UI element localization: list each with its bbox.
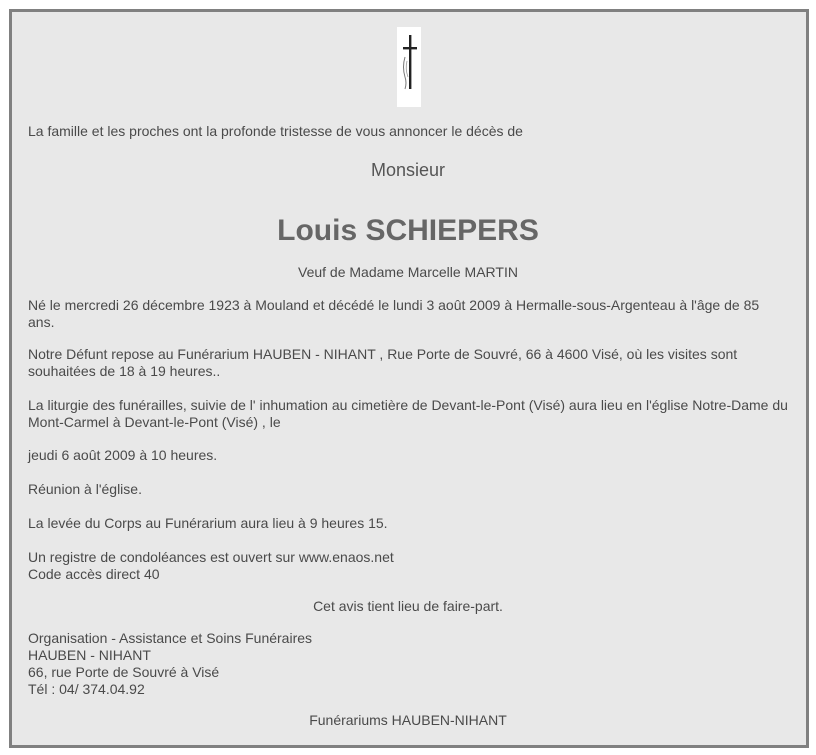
org-line-4: Tél : 04/ 374.04.92 — [28, 681, 145, 697]
ceremony-date: jeudi 6 août 2009 à 10 heures. — [28, 447, 218, 463]
liturgy-text: La liturgie des funérailles, suivie de l' inhumation au cimetière de Devant-le-Pont (Visé) aura lieu en l'église Notre-Dame du Mont-Carmel à Devant-le-Pont (Visé) , le — [28, 397, 788, 430]
footer-text: Funérariums HAUBEN-NIHANT — [309, 712, 507, 728]
org-line-3: 66, rue Porte de Souvré à Visé — [28, 664, 220, 680]
registry-line-2: Code accès direct 40 — [28, 566, 160, 582]
cross-emblem — [397, 27, 421, 107]
meeting-text: Réunion à l'église. — [28, 481, 142, 497]
honorific: Monsieur — [370, 160, 446, 180]
cross-icon — [397, 27, 421, 107]
deceased-name: Louis SCHIEPERS — [277, 214, 539, 247]
death-notice-card — [9, 9, 809, 748]
repose-text: Notre Défunt repose au Funérarium HAUBEN - NIHANT , Rue Porte de Souvré, 66 à 4600 Visé, où les visites sont souhaitées de 18 à 19 heures.. — [28, 346, 738, 379]
intro-text: La famille et les proches ont la profonde tristesse de vous annoncer le décès de — [28, 123, 523, 139]
org-line-2: HAUBEN - NIHANT — [28, 647, 151, 663]
notice-text: Cet avis tient lieu de faire-part. — [313, 598, 503, 614]
levee-text: La levée du Corps au Funérarium aura lieu à 9 heures 15. — [28, 515, 388, 531]
birth-death-text: Né le mercredi 26 décembre 1923 à Mouland et décédé le lundi 3 août 2009 à Hermalle-sous-Argenteau à l'âge de 85 ans. — [28, 297, 760, 330]
org-line-1: Organisation - Assistance et Soins Funéraires — [28, 630, 313, 646]
registry-line-1: Un registre de condoléances est ouvert sur www.enaos.net — [28, 549, 394, 565]
spouse-line: Veuf de Madame Marcelle MARTIN — [298, 264, 518, 280]
